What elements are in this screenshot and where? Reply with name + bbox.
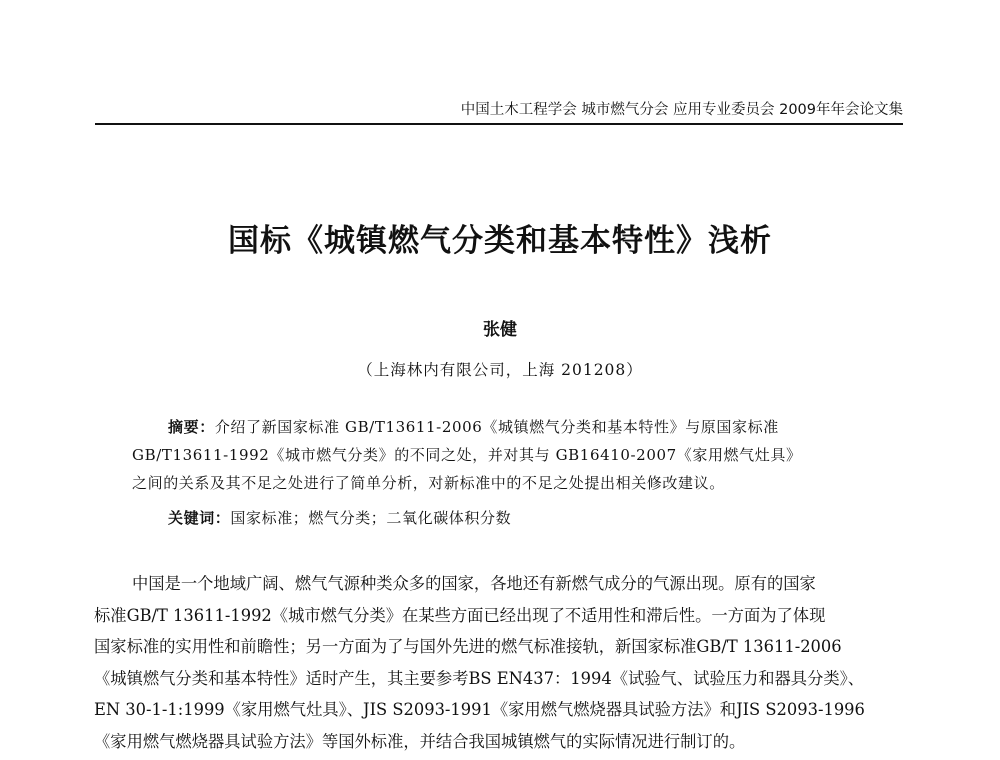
abstract-line-1 — [132, 413, 872, 441]
abstract — [132, 413, 872, 497]
body-line-6: 《家用燃气燃烧器具试验方法》等国外标准，并结合我国城镇燃气的实际情况进行制订的。 — [94, 731, 746, 751]
author-name: 张健 — [483, 320, 517, 340]
body-line-5: EN 30-1-1:1999《家用燃气灶具》、JIS S2093-1991《家用燃气燃烧器具试验方法》和JIS S2093-1996 — [94, 700, 865, 719]
keywords-text: 国家标准；燃气分类；二氧化碳体积分数 — [230, 509, 512, 527]
body-line-3: 国家标准的实用性和前瞻性；另一方面为了与国外先进的燃气标准接轨，新国家标准GB/T 13611-2006 — [94, 637, 842, 656]
body-line-2: 标准GB/T 13611-1992《城市燃气分类》在某些方面已经出现了不适用性和滞后性。一方面为了体现 — [94, 605, 826, 625]
paper-title: 国标《城镇燃气分类和基本特性》浅析 — [228, 223, 772, 259]
body-line-1: 中国是一个地域广阔、燃气气源种类众多的国家，各地还有新燃气成分的气源出现。原有的国家 — [132, 574, 816, 593]
body-line-4: 《城镇燃气分类和基本特性》适时产生，其主要参考BS EN437：1994《试验气、试验压力和器具分类》、 — [94, 668, 865, 688]
keywords-label: 关键词： — [168, 509, 231, 527]
header-rule — [95, 123, 903, 125]
running-header: 中国土木工程学会 城市燃气分会 应用专业委员会 2009年年会论文集 — [460, 102, 903, 118]
keywords — [168, 507, 511, 528]
abstract-text: 介绍了新国家标准 GB/T13611-2006《城镇燃气分类和基本特性》与原国家标准 — [214, 418, 779, 436]
body-paragraph — [94, 568, 904, 757]
author-affiliation: （上海林内有限公司，上海 201208） — [357, 361, 643, 379]
abstract-label: 摘要： — [168, 418, 215, 436]
abstract-line-3: 之间的关系及其不足之处进行了简单分析，对新标准中的不足之处提出相关修改建议。 — [132, 474, 725, 492]
abstract-line-2: GB/T13611-1992《城市燃气分类》的不同之处，并对其与 GB16410-2007《家用燃气灶具》 — [132, 446, 802, 464]
